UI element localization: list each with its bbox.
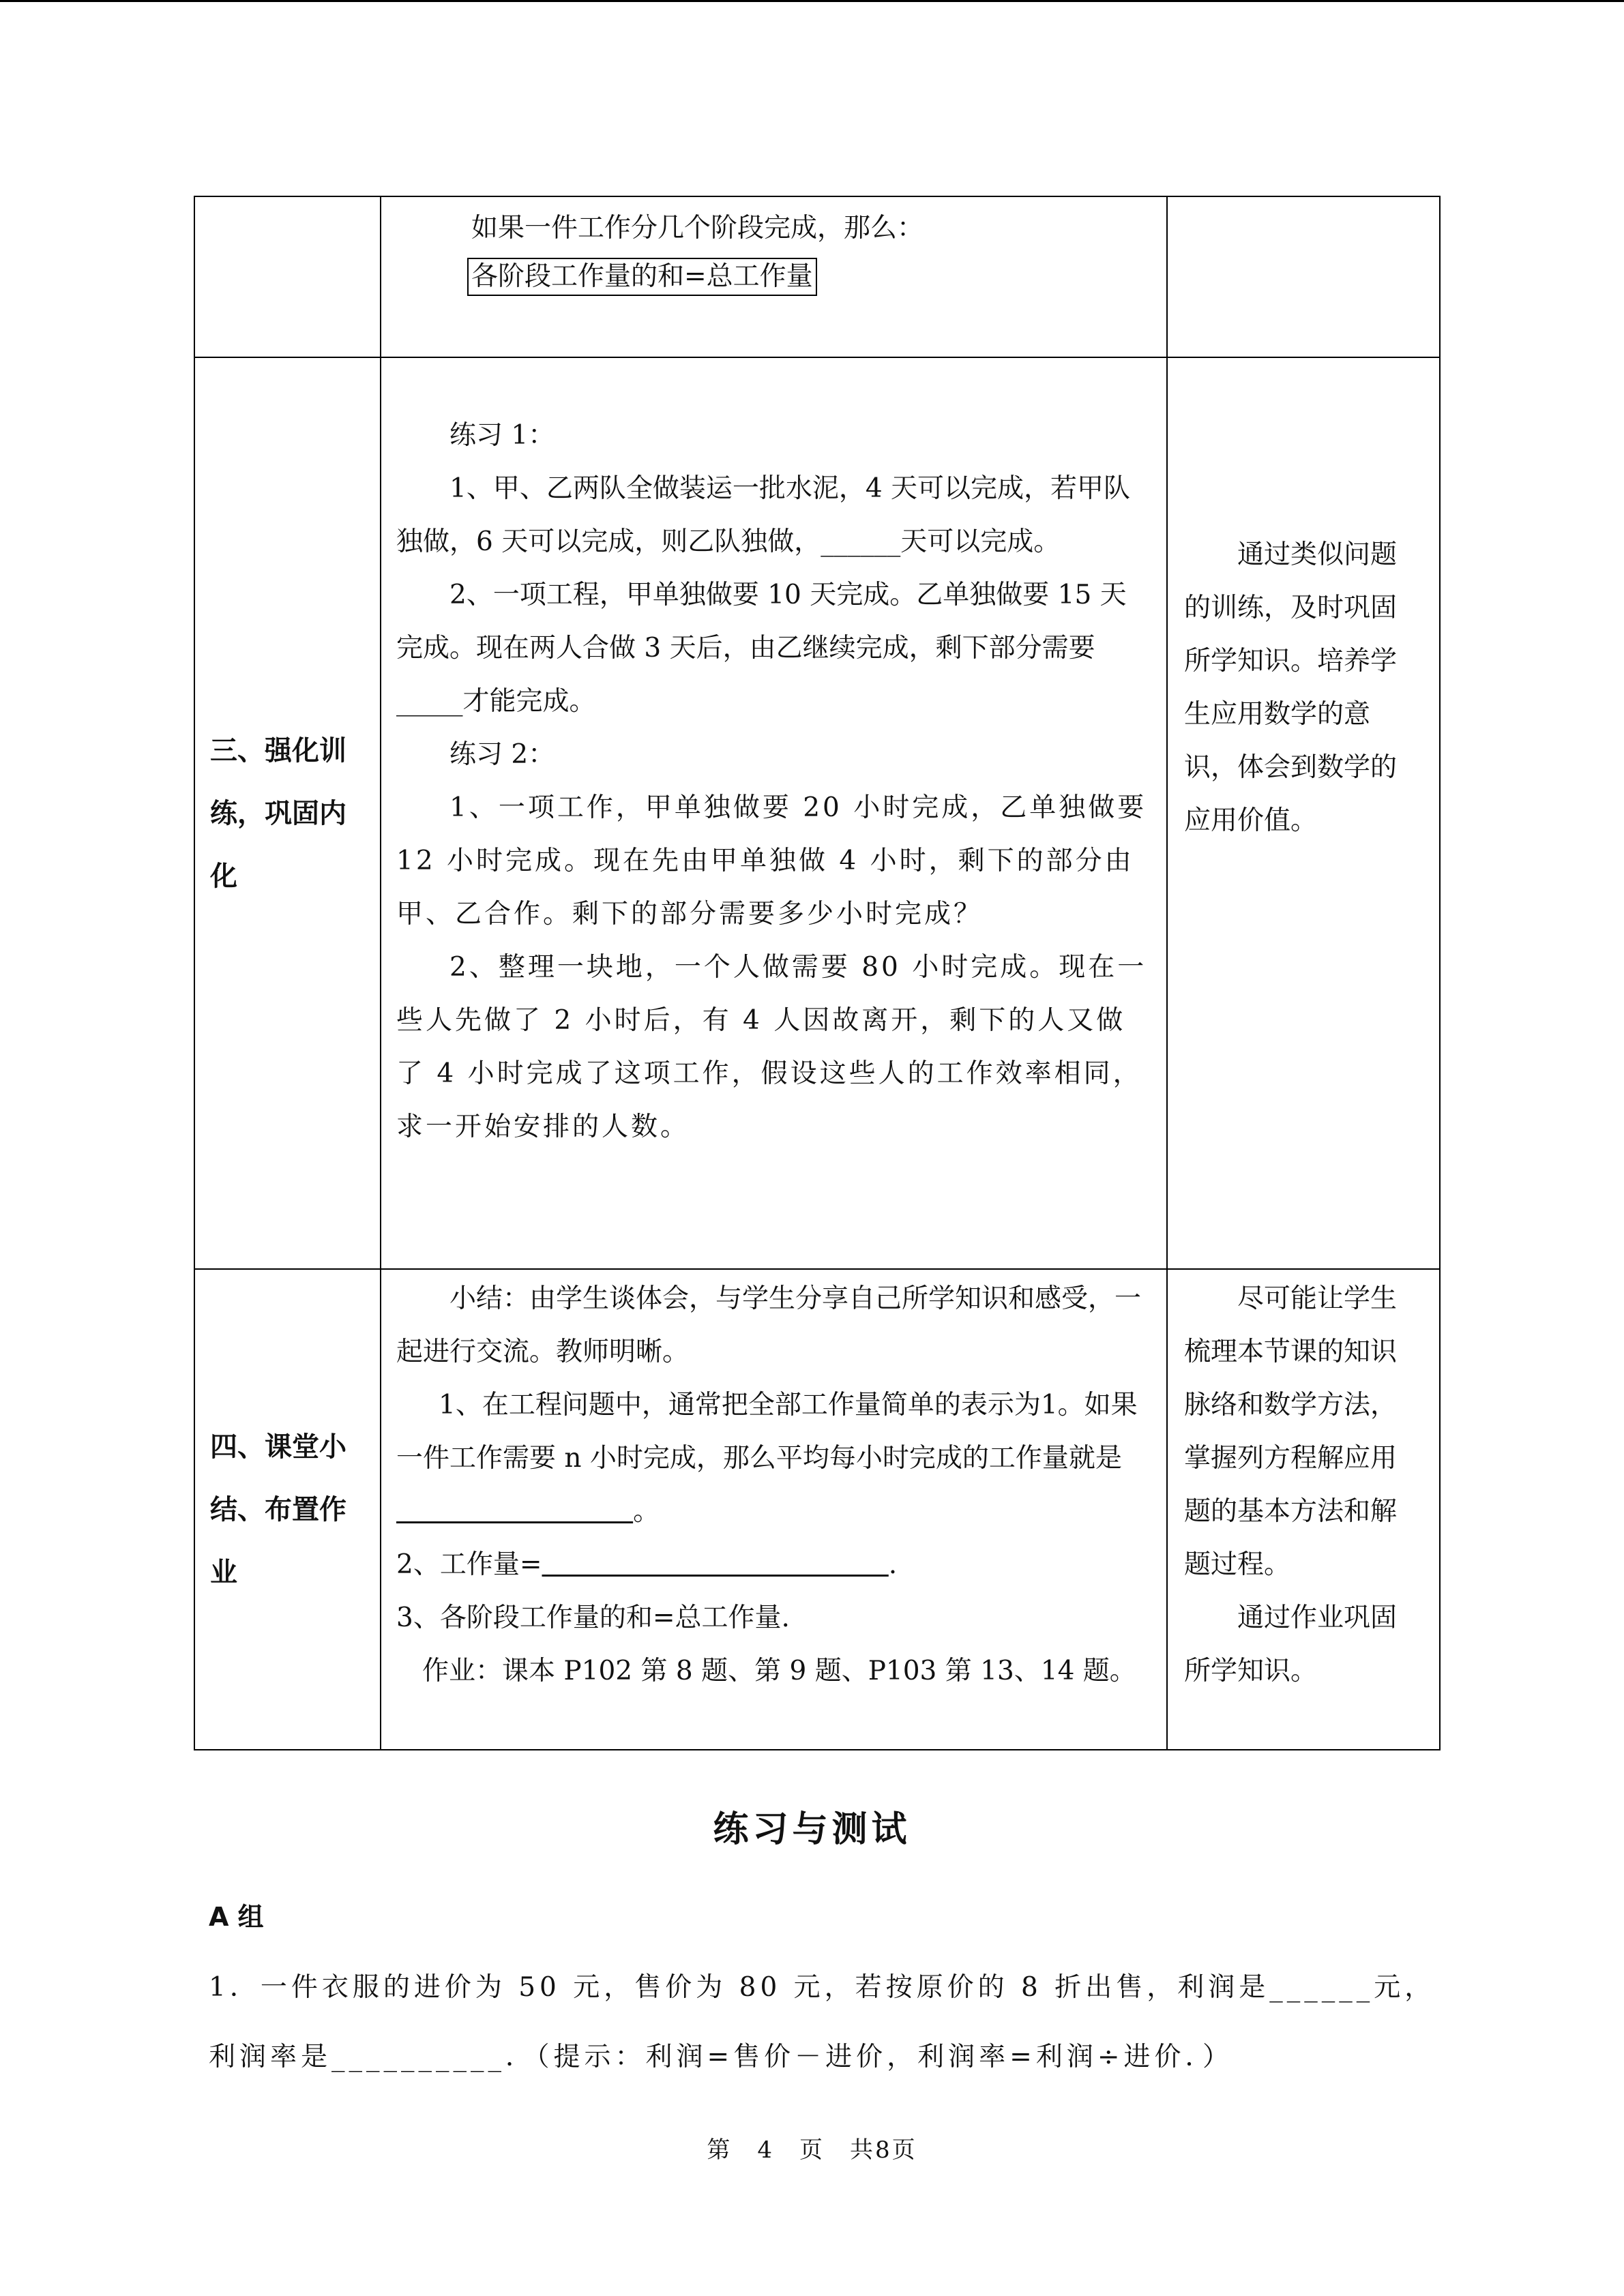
summary-point-3: 3、各阶段工作量的和=总工作量.: [396, 1602, 790, 1633]
stage-completion-text: 如果一件工作分几个阶段完成，那么：: [471, 213, 924, 243]
blank-underline: ​: [542, 1549, 889, 1580]
summary-point-1: [396, 1379, 1150, 1538]
exercise-2-question-1: 1、一项工作，甲单独做要 20 小时完成，乙单独做要 12 小时完成。现在先由甲单独做 4 小时，剩下的部分由甲、乙合作。剩下的部分需要多少小时完成？: [396, 792, 1147, 929]
intent-cell-summary: [1167, 1269, 1440, 1750]
exercise-1-title: 练习 1：: [449, 420, 555, 451]
stage-label-practice: 三、强化训练，巩固内化: [210, 734, 346, 892]
summary-point-2: [396, 1538, 1150, 1592]
exercise-2-question-2: 2、整理一块地，一个人做需要 80 小时完成。现在一些人先做了 2 小时后，有 4 人因故离开，剩下的人又做了 4 小时完成了这项工作，假设这些人的工作效率相同，求一开始安排的人数。: [396, 952, 1147, 1142]
exercise-2-title: 练习 2：: [449, 739, 555, 770]
lesson-plan-table: [194, 196, 1441, 1750]
group-label: A 组: [209, 1902, 264, 1932]
summary-intro: 小结：由学生谈体会，与学生分享自己所学知识和感受，一起进行交流。教师明晰。: [396, 1283, 1142, 1367]
table-row-continuation: [194, 196, 1440, 357]
intent-cell-empty: [1167, 196, 1440, 357]
summary-point-2-end: .: [888, 1549, 898, 1580]
blank-underline: [396, 1496, 633, 1527]
table-row-practice: [194, 357, 1440, 1269]
table-row-summary: [194, 1269, 1440, 1750]
section-title: 练习与测试: [713, 1809, 911, 1850]
boxed-formula: 各阶段工作量的和=总工作量: [467, 258, 817, 296]
exercise-1-question-2: 2、一项工程，甲单独做要 10 天完成。乙单独做要 15 天完成。现在两人合做 3 天后，由乙继续完成，剩下部分需要_____才能完成。: [396, 580, 1127, 717]
intent-text-practice: 通过类似问题的训练，及时巩固所学知识。培养学生应用数学的意识，体会到数学的应用价值。: [1184, 539, 1398, 836]
summary-point-1-text: 1、在工程问题中，通常把全部工作量简单的表示为1。如果一件工作需要 n 小时完成，那么平均每小时完成的工作量就是: [396, 1390, 1138, 1474]
stage-cell-summary: [194, 1269, 381, 1750]
intent-cell-practice: [1167, 357, 1440, 1269]
summary-point-1-end: 。: [633, 1496, 660, 1527]
intent-text-summary-2: 通过作业巩固所学知识。: [1184, 1602, 1398, 1686]
exercise-1-question-1: 1、甲、乙两队全做装运一批水泥，4 天可以完成，若甲队独做，6 天可以完成，则乙队独做，______天可以完成。: [396, 473, 1131, 557]
intent-text-summary-1: 尽可能让学生梳理本节课的知识脉络和数学方法，掌握列方程解应用题的基本方法和解题过程。: [1184, 1283, 1398, 1580]
summary-point-2-text: 2、工作量=: [396, 1549, 542, 1580]
page-footer: 第 4 页 共8页: [707, 2136, 917, 2164]
stage-label-summary: 四、课堂小结、布置作业: [210, 1430, 346, 1588]
homework-text: 作业：课本 P102 第 8 题、第 9 题、P103 第 13、14 题。: [422, 1656, 1136, 1686]
page-top-border: [0, 0, 1624, 2]
content-cell-continuation: [381, 196, 1167, 357]
stage-cell-practice: [194, 357, 381, 1269]
content-cell-summary: [381, 1269, 1167, 1750]
question-1-line-2: 利润率是__________．（提示：利润=售价－进价，利润率=利润÷进价．）: [209, 2042, 1234, 2072]
question-1-line-1: 1．一件衣服的进价为 50 元，售价为 80 元，若按原价的 8 折出售，利润是______元，: [209, 1972, 1436, 2003]
stage-cell-empty: [194, 196, 381, 357]
content-cell-practice: [381, 357, 1167, 1269]
